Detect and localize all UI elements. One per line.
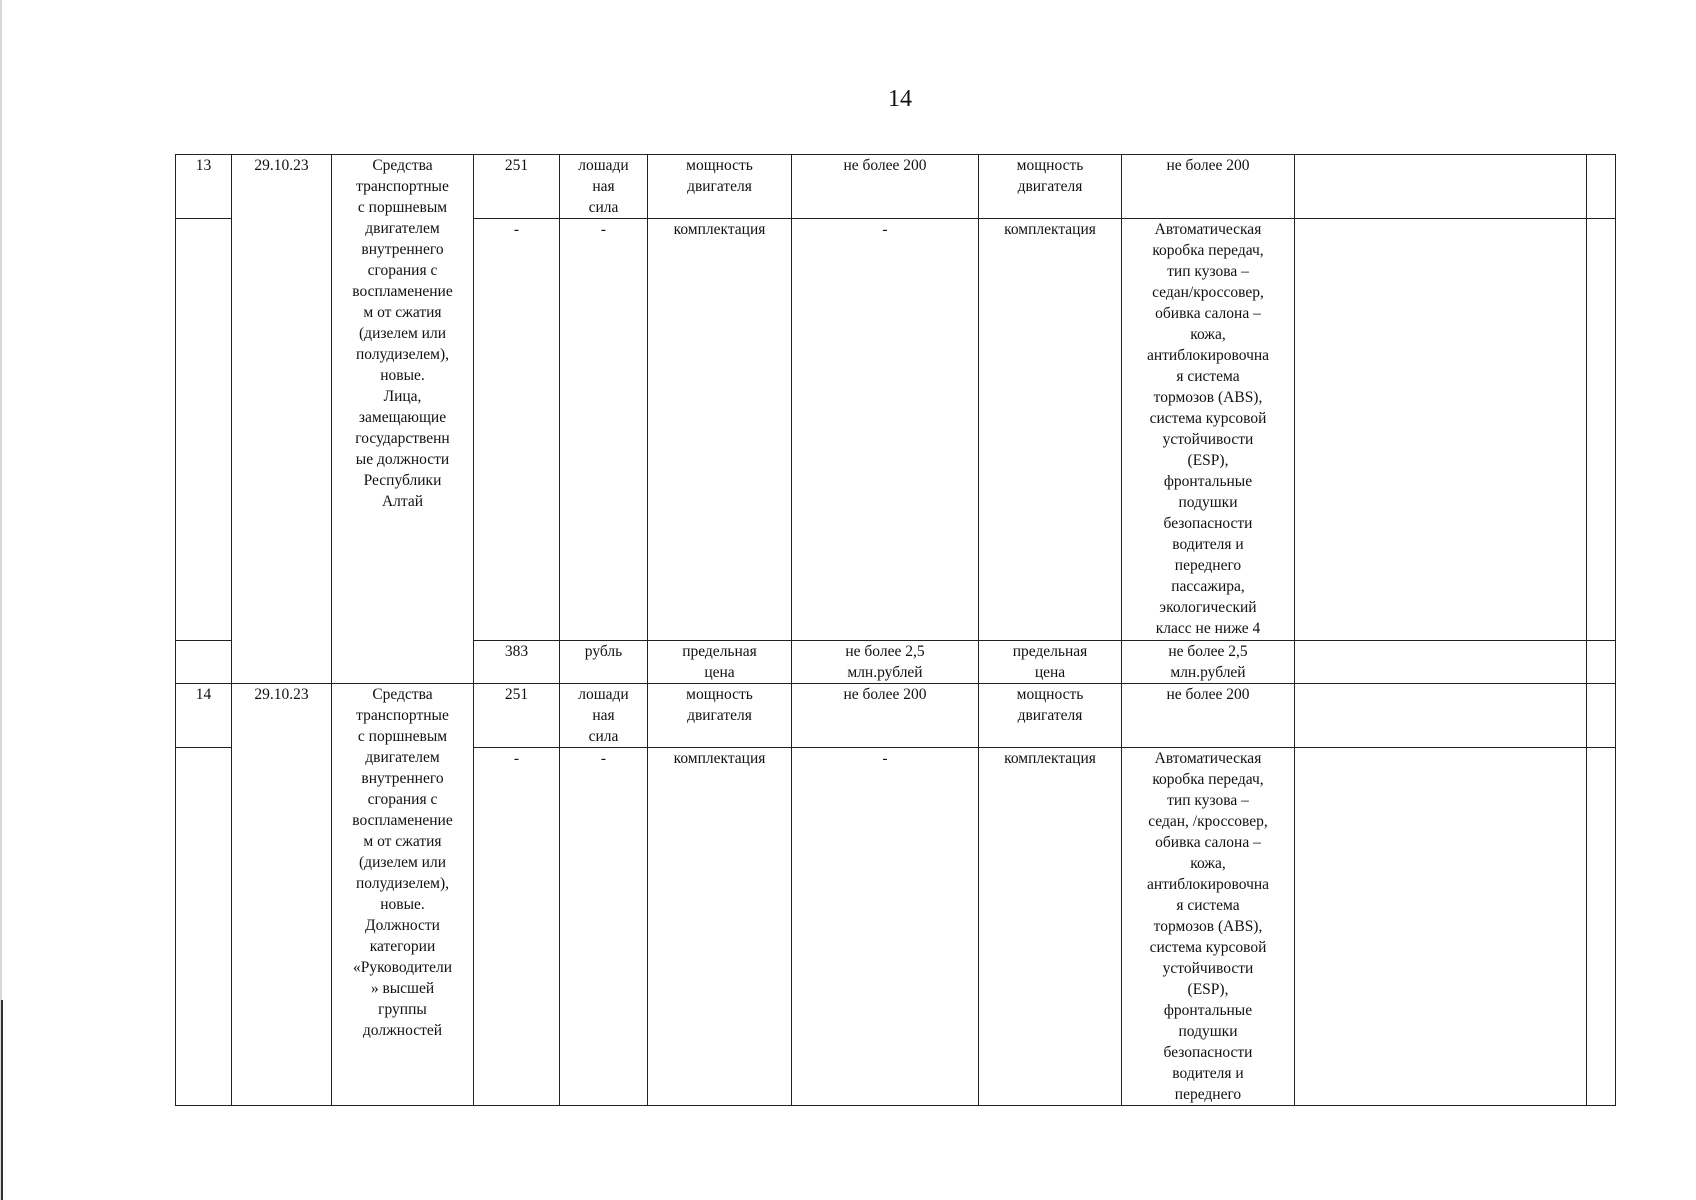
value-cell: - [792, 219, 979, 641]
value-cell: не более 2,5 млн.рублей [792, 641, 979, 684]
code-cell: - [474, 219, 560, 641]
scan-edge-mark [1, 1000, 3, 1200]
code-cell: 251 [474, 684, 560, 748]
unit-cell: - [560, 219, 648, 641]
row-number-cell [176, 748, 232, 1106]
code-cell: 383 [474, 641, 560, 684]
date-cell: 29.10.23 [232, 684, 332, 1106]
code-cell: - [474, 748, 560, 1106]
empty-cell [1295, 641, 1587, 684]
value-cell: не более 200 [792, 684, 979, 748]
row-number-cell: 13 [176, 155, 232, 219]
date-cell: 29.10.23 [232, 155, 332, 641]
characteristic-cell: комплектация [648, 748, 792, 1106]
value-cell: - [792, 748, 979, 1106]
empty-cell [1295, 748, 1587, 1106]
empty-cell [1587, 641, 1616, 684]
value-cell: не более 200 [1122, 155, 1295, 219]
characteristic-cell: комплектация [979, 748, 1122, 1106]
page-number: 14 [888, 86, 912, 112]
characteristic-cell: комплектация [648, 219, 792, 641]
characteristic-cell: предельная цена [648, 641, 792, 684]
row-number-cell: 14 [176, 684, 232, 748]
subject-cell: Средства транспортные с поршневым двигателем внутреннего сгорания с воспламенение м от сжатия (дизелем или полудизелем), новые. Лица, замещающие государственн ые должности Республики Алтай [332, 155, 474, 684]
unit-cell: лошади ная сила [560, 684, 648, 748]
empty-cell [1587, 219, 1616, 641]
characteristic-cell: комплектация [979, 219, 1122, 641]
value-cell: Автоматическая коробка передач, тип кузова – седан/кроссовер, обивка салона – кожа, антиблокировочна я система тормозов (ABS), система курсовой устойчивости (ESP), фронтальные подушки безопасности водителя и переднего пассажира, экологический класс не ниже 4 [1122, 219, 1295, 641]
empty-cell [1587, 748, 1616, 1106]
empty-cell [1295, 219, 1587, 641]
date-cell [232, 641, 332, 684]
characteristic-cell: мощность двигателя [648, 684, 792, 748]
code-cell: 251 [474, 155, 560, 219]
empty-cell [1587, 684, 1616, 748]
row-number-cell [176, 641, 232, 684]
empty-cell [1295, 684, 1587, 748]
characteristic-cell: предельная цена [979, 641, 1122, 684]
table-row [176, 684, 1616, 748]
value-cell: не более 200 [1122, 684, 1295, 748]
value-cell: не более 2,5 млн.рублей [1122, 641, 1295, 684]
characteristic-cell: мощность двигателя [979, 684, 1122, 748]
empty-cell [1587, 155, 1616, 219]
value-cell: не более 200 [792, 155, 979, 219]
table-row [176, 155, 1616, 219]
row-number-cell [176, 219, 232, 641]
unit-cell: - [560, 748, 648, 1106]
value-cell: Автоматическая коробка передач, тип кузова – седан, /кроссовер, обивка салона – кожа, антиблокировочна я система тормозов (ABS), система курсовой устойчивости (ESP), фронтальные подушки безопасности водителя и переднего [1122, 748, 1295, 1106]
subject-cell: Средства транспортные с поршневым двигателем внутреннего сгорания с воспламенение м от сжатия (дизелем или полудизелем), новые. Должности категории «Руководители » высшей группы должностей [332, 684, 474, 1106]
unit-cell: лошади ная сила [560, 155, 648, 219]
unit-cell: рубль [560, 641, 648, 684]
empty-cell [1295, 155, 1587, 219]
characteristic-cell: мощность двигателя [648, 155, 792, 219]
specification-table [175, 154, 1616, 1106]
characteristic-cell: мощность двигателя [979, 155, 1122, 219]
